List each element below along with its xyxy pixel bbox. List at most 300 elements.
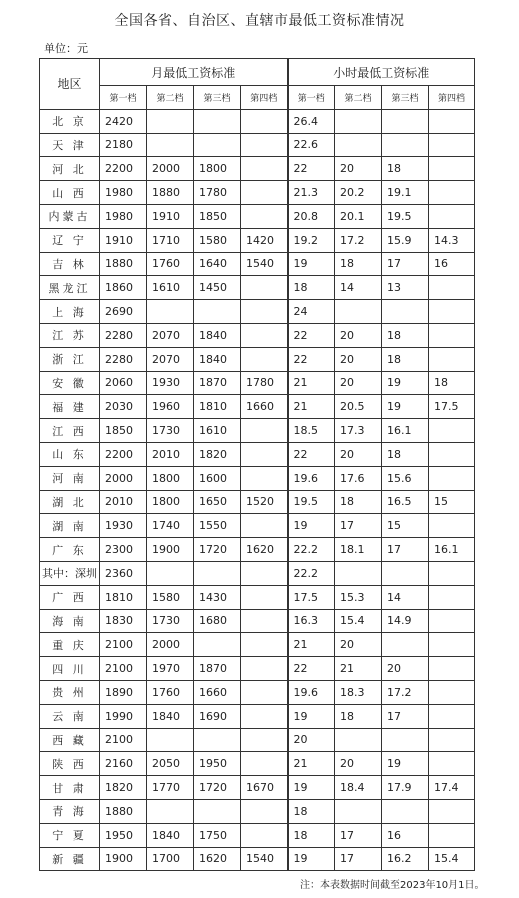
region-cell: 内蒙古 [40, 204, 100, 228]
hourly-value-cell: 14.9 [382, 609, 429, 633]
region-cell: 重 庆 [40, 633, 100, 657]
monthly-value-cell [241, 704, 288, 728]
monthly-tier-4: 第四档 [241, 86, 288, 110]
hourly-value-cell: 16.3 [288, 609, 335, 633]
monthly-header: 月最低工资标准 [100, 59, 288, 86]
hourly-value-cell: 19.2 [288, 228, 335, 252]
monthly-value-cell: 2010 [147, 442, 194, 466]
monthly-value-cell: 2280 [100, 323, 147, 347]
hourly-value-cell: 18.1 [335, 538, 382, 562]
hourly-value-cell: 18 [335, 704, 382, 728]
monthly-value-cell: 1930 [100, 514, 147, 538]
hourly-value-cell: 19 [288, 252, 335, 276]
hourly-value-cell: 18 [382, 347, 429, 371]
hourly-value-cell: 17.5 [288, 585, 335, 609]
hourly-value-cell: 18 [288, 799, 335, 823]
hourly-value-cell [429, 347, 475, 371]
monthly-value-cell: 1820 [100, 776, 147, 800]
monthly-value-cell [194, 633, 241, 657]
hourly-value-cell: 24 [288, 300, 335, 324]
hourly-value-cell [382, 799, 429, 823]
monthly-value-cell: 1620 [241, 538, 288, 562]
hourly-value-cell: 16.1 [429, 538, 475, 562]
hourly-value-cell: 21 [288, 371, 335, 395]
monthly-value-cell: 1860 [100, 276, 147, 300]
monthly-value-cell: 1420 [241, 228, 288, 252]
monthly-value-cell: 1810 [100, 585, 147, 609]
hourly-value-cell: 15.6 [382, 466, 429, 490]
hourly-value-cell: 19.1 [382, 181, 429, 205]
hourly-value-cell [429, 704, 475, 728]
monthly-value-cell: 1840 [147, 704, 194, 728]
monthly-value-cell [241, 752, 288, 776]
table-row [40, 538, 475, 562]
monthly-value-cell: 2010 [100, 490, 147, 514]
hourly-value-cell: 16 [382, 823, 429, 847]
monthly-value-cell: 1690 [194, 704, 241, 728]
hourly-value-cell: 17.9 [382, 776, 429, 800]
monthly-value-cell: 1550 [194, 514, 241, 538]
hourly-value-cell [429, 419, 475, 443]
region-header: 地区 [40, 59, 100, 110]
monthly-value-cell: 1710 [147, 228, 194, 252]
monthly-value-cell [194, 133, 241, 157]
monthly-value-cell [241, 609, 288, 633]
hourly-value-cell [429, 585, 475, 609]
page-title: 全国各省、自治区、直辖市最低工资标准情况 [114, 13, 405, 29]
hourly-value-cell: 18.3 [335, 680, 382, 704]
monthly-value-cell [241, 181, 288, 205]
hourly-value-cell: 22.6 [288, 133, 335, 157]
monthly-value-cell: 1650 [194, 490, 241, 514]
region-cell: 青 海 [40, 799, 100, 823]
monthly-value-cell: 1580 [147, 585, 194, 609]
hourly-value-cell: 20 [335, 633, 382, 657]
hourly-value-cell [382, 633, 429, 657]
table-row [40, 181, 475, 205]
hourly-value-cell [335, 799, 382, 823]
hourly-value-cell: 20 [382, 657, 429, 681]
region-cell: 福 建 [40, 395, 100, 419]
region-cell: 广 东 [40, 538, 100, 562]
table-row [40, 347, 475, 371]
hourly-value-cell: 18 [335, 490, 382, 514]
hourly-value-cell: 22 [288, 657, 335, 681]
hourly-value-cell [429, 300, 475, 324]
monthly-value-cell: 1540 [241, 252, 288, 276]
region-cell: 海 南 [40, 609, 100, 633]
region-cell: 山 东 [40, 442, 100, 466]
hourly-value-cell: 19 [288, 514, 335, 538]
hourly-value-cell: 18 [335, 252, 382, 276]
monthly-value-cell [241, 204, 288, 228]
monthly-value-cell [194, 109, 241, 133]
hourly-value-cell: 15.4 [335, 609, 382, 633]
table-row [40, 252, 475, 276]
monthly-value-cell: 1930 [147, 371, 194, 395]
table-row [40, 466, 475, 490]
hourly-value-cell: 19.5 [288, 490, 335, 514]
hourly-value-cell: 20 [335, 323, 382, 347]
table-row [40, 585, 475, 609]
hourly-value-cell: 17 [382, 538, 429, 562]
hourly-value-cell: 26.4 [288, 109, 335, 133]
monthly-value-cell: 1810 [194, 395, 241, 419]
hourly-value-cell [335, 133, 382, 157]
table-row [40, 133, 475, 157]
monthly-value-cell: 1850 [100, 419, 147, 443]
region-cell: 天 津 [40, 133, 100, 157]
hourly-value-cell: 20.1 [335, 204, 382, 228]
monthly-value-cell: 1760 [147, 252, 194, 276]
hourly-value-cell: 22.2 [288, 538, 335, 562]
monthly-value-cell: 2690 [100, 300, 147, 324]
hourly-value-cell [429, 752, 475, 776]
table-row [40, 490, 475, 514]
monthly-value-cell [241, 157, 288, 181]
hourly-value-cell: 20 [335, 442, 382, 466]
hourly-value-cell [429, 109, 475, 133]
monthly-value-cell [241, 300, 288, 324]
table-row [40, 799, 475, 823]
hourly-value-cell [382, 133, 429, 157]
hourly-value-cell: 20.2 [335, 181, 382, 205]
hourly-value-cell: 22 [288, 157, 335, 181]
hourly-value-cell [429, 657, 475, 681]
monthly-value-cell: 1970 [147, 657, 194, 681]
monthly-value-cell: 1910 [100, 228, 147, 252]
monthly-value-cell: 1900 [147, 538, 194, 562]
monthly-value-cell: 1980 [100, 181, 147, 205]
table-row [40, 776, 475, 800]
monthly-value-cell: 2030 [100, 395, 147, 419]
hourly-value-cell: 19.6 [288, 680, 335, 704]
monthly-value-cell: 1780 [241, 371, 288, 395]
monthly-value-cell [241, 561, 288, 585]
hourly-value-cell [429, 799, 475, 823]
monthly-tier-2: 第二档 [147, 86, 194, 110]
monthly-tier-1: 第一档 [100, 86, 147, 110]
table-row [40, 752, 475, 776]
monthly-value-cell [194, 561, 241, 585]
table-row [40, 109, 475, 133]
hourly-value-cell: 19 [382, 395, 429, 419]
monthly-value-cell: 2000 [147, 633, 194, 657]
table-row [40, 609, 475, 633]
table-row [40, 561, 475, 585]
region-cell: 河 北 [40, 157, 100, 181]
hourly-value-cell [429, 204, 475, 228]
hourly-value-cell [429, 609, 475, 633]
hourly-value-cell: 19 [382, 752, 429, 776]
hourly-value-cell: 19.5 [382, 204, 429, 228]
hourly-value-cell: 20 [335, 371, 382, 395]
monthly-value-cell: 2050 [147, 752, 194, 776]
region-cell: 西 藏 [40, 728, 100, 752]
hourly-value-cell [429, 442, 475, 466]
hourly-value-cell [429, 323, 475, 347]
monthly-value-cell: 1660 [194, 680, 241, 704]
hourly-value-cell [382, 300, 429, 324]
table-row [40, 657, 475, 681]
hourly-value-cell [429, 680, 475, 704]
region-cell: 江 苏 [40, 323, 100, 347]
monthly-value-cell: 1840 [194, 347, 241, 371]
hourly-value-cell [429, 276, 475, 300]
hourly-value-cell [382, 109, 429, 133]
table-row [40, 704, 475, 728]
monthly-value-cell: 1720 [194, 776, 241, 800]
monthly-value-cell: 2100 [100, 657, 147, 681]
monthly-value-cell [241, 657, 288, 681]
monthly-value-cell: 1990 [100, 704, 147, 728]
unit-label: 单位：元 [44, 42, 88, 55]
hourly-value-cell: 19 [288, 776, 335, 800]
monthly-value-cell: 2280 [100, 347, 147, 371]
monthly-value-cell: 1430 [194, 585, 241, 609]
hourly-value-cell: 15.9 [382, 228, 429, 252]
monthly-value-cell: 2100 [100, 633, 147, 657]
monthly-value-cell [241, 347, 288, 371]
monthly-value-cell: 1670 [241, 776, 288, 800]
hourly-value-cell: 18 [382, 442, 429, 466]
monthly-value-cell [241, 823, 288, 847]
monthly-value-cell: 2070 [147, 347, 194, 371]
table-row [40, 323, 475, 347]
hourly-value-cell: 17.5 [429, 395, 475, 419]
monthly-value-cell [241, 466, 288, 490]
hourly-value-cell [335, 109, 382, 133]
hourly-value-cell: 18 [288, 823, 335, 847]
region-cell: 陕 西 [40, 752, 100, 776]
monthly-value-cell: 1640 [194, 252, 241, 276]
monthly-value-cell: 2200 [100, 442, 147, 466]
monthly-value-cell: 1730 [147, 419, 194, 443]
hourly-value-cell [335, 300, 382, 324]
monthly-value-cell: 1880 [100, 252, 147, 276]
monthly-value-cell: 1760 [147, 680, 194, 704]
monthly-value-cell: 1780 [194, 181, 241, 205]
table-row [40, 442, 475, 466]
hourly-value-cell: 17.2 [382, 680, 429, 704]
monthly-value-cell: 1830 [100, 609, 147, 633]
monthly-value-cell [147, 133, 194, 157]
monthly-value-cell: 1800 [147, 466, 194, 490]
region-cell: 云 南 [40, 704, 100, 728]
monthly-value-cell: 2160 [100, 752, 147, 776]
monthly-value-cell [147, 300, 194, 324]
hourly-value-cell: 17 [382, 704, 429, 728]
hourly-value-cell: 21 [335, 657, 382, 681]
monthly-value-cell [147, 109, 194, 133]
hourly-value-cell: 20 [335, 347, 382, 371]
footnote: 注：本表数据时间截至2023年10月1日。 [300, 880, 485, 891]
monthly-value-cell: 1740 [147, 514, 194, 538]
monthly-value-cell: 1980 [100, 204, 147, 228]
region-cell: 贵 州 [40, 680, 100, 704]
monthly-value-cell: 1890 [100, 680, 147, 704]
table-row [40, 300, 475, 324]
hourly-value-cell: 14.3 [429, 228, 475, 252]
monthly-value-cell: 1870 [194, 371, 241, 395]
region-cell: 湖 南 [40, 514, 100, 538]
monthly-value-cell [241, 323, 288, 347]
region-cell: 河 南 [40, 466, 100, 490]
hourly-header: 小时最低工资标准 [288, 59, 475, 86]
monthly-value-cell [147, 561, 194, 585]
monthly-value-cell: 1800 [147, 490, 194, 514]
table-row [40, 371, 475, 395]
hourly-tier-2: 第二档 [335, 86, 382, 110]
hourly-value-cell: 17 [335, 823, 382, 847]
monthly-value-cell: 1520 [241, 490, 288, 514]
monthly-value-cell [241, 442, 288, 466]
hourly-value-cell: 19 [288, 704, 335, 728]
hourly-value-cell [335, 561, 382, 585]
monthly-value-cell [241, 728, 288, 752]
hourly-value-cell: 21 [288, 752, 335, 776]
monthly-value-cell: 1660 [241, 395, 288, 419]
region-cell: 湖 北 [40, 490, 100, 514]
hourly-value-cell: 19 [382, 371, 429, 395]
monthly-value-cell: 1580 [194, 228, 241, 252]
monthly-value-cell: 1880 [100, 799, 147, 823]
hourly-value-cell: 16.5 [382, 490, 429, 514]
hourly-value-cell: 17.6 [335, 466, 382, 490]
monthly-value-cell: 2000 [147, 157, 194, 181]
table-row [40, 514, 475, 538]
hourly-value-cell: 22 [288, 347, 335, 371]
hourly-value-cell: 16.1 [382, 419, 429, 443]
region-cell: 黑龙江 [40, 276, 100, 300]
hourly-value-cell: 14 [335, 276, 382, 300]
region-cell: 广 西 [40, 585, 100, 609]
hourly-value-cell: 19.6 [288, 466, 335, 490]
hourly-value-cell: 14 [382, 585, 429, 609]
hourly-value-cell [429, 728, 475, 752]
monthly-value-cell [194, 728, 241, 752]
hourly-value-cell: 17.4 [429, 776, 475, 800]
monthly-value-cell: 1900 [100, 847, 147, 871]
hourly-value-cell: 15 [429, 490, 475, 514]
monthly-value-cell [241, 585, 288, 609]
min-wage-table [39, 58, 475, 871]
hourly-value-cell: 20.8 [288, 204, 335, 228]
hourly-value-cell: 13 [382, 276, 429, 300]
monthly-value-cell: 1720 [194, 538, 241, 562]
monthly-value-cell: 1610 [194, 419, 241, 443]
monthly-value-cell: 1770 [147, 776, 194, 800]
monthly-value-cell: 2100 [100, 728, 147, 752]
hourly-value-cell [429, 133, 475, 157]
hourly-tier-3: 第三档 [382, 86, 429, 110]
region-cell: 新 疆 [40, 847, 100, 871]
hourly-value-cell [429, 181, 475, 205]
monthly-value-cell: 1610 [147, 276, 194, 300]
region-cell: 山 西 [40, 181, 100, 205]
hourly-value-cell: 17 [335, 847, 382, 871]
hourly-value-cell: 22 [288, 323, 335, 347]
table-row [40, 633, 475, 657]
monthly-value-cell: 1600 [194, 466, 241, 490]
table-row [40, 157, 475, 181]
monthly-value-cell: 2070 [147, 323, 194, 347]
region-cell: 甘 肃 [40, 776, 100, 800]
monthly-value-cell: 1800 [194, 157, 241, 181]
hourly-value-cell: 18 [429, 371, 475, 395]
monthly-value-cell: 1880 [147, 181, 194, 205]
hourly-value-cell: 18 [288, 276, 335, 300]
table-row [40, 680, 475, 704]
monthly-value-cell: 2420 [100, 109, 147, 133]
table-row [40, 395, 475, 419]
hourly-tier-4: 第四档 [429, 86, 475, 110]
hourly-value-cell [382, 728, 429, 752]
monthly-value-cell: 1750 [194, 823, 241, 847]
monthly-value-cell: 1960 [147, 395, 194, 419]
monthly-value-cell: 2060 [100, 371, 147, 395]
hourly-value-cell: 22 [288, 442, 335, 466]
region-cell: 北 京 [40, 109, 100, 133]
hourly-value-cell: 18.5 [288, 419, 335, 443]
hourly-value-cell: 20 [288, 728, 335, 752]
table-row [40, 419, 475, 443]
region-cell: 江 西 [40, 419, 100, 443]
monthly-value-cell: 1870 [194, 657, 241, 681]
table-row [40, 728, 475, 752]
monthly-value-cell: 2360 [100, 561, 147, 585]
table-row [40, 228, 475, 252]
monthly-value-cell: 1840 [194, 323, 241, 347]
monthly-value-cell [194, 799, 241, 823]
hourly-value-cell: 21 [288, 395, 335, 419]
monthly-value-cell: 1910 [147, 204, 194, 228]
hourly-value-cell [429, 514, 475, 538]
monthly-value-cell: 1700 [147, 847, 194, 871]
hourly-value-cell [382, 561, 429, 585]
monthly-value-cell [241, 276, 288, 300]
table-row [40, 276, 475, 300]
monthly-value-cell [241, 419, 288, 443]
monthly-value-cell: 1950 [100, 823, 147, 847]
region-cell: 安 徽 [40, 371, 100, 395]
hourly-value-cell: 17.3 [335, 419, 382, 443]
hourly-value-cell [429, 823, 475, 847]
hourly-tier-1: 第一档 [288, 86, 335, 110]
monthly-value-cell: 2300 [100, 538, 147, 562]
hourly-value-cell: 15.3 [335, 585, 382, 609]
region-cell: 其中：深圳 [40, 561, 100, 585]
monthly-value-cell [147, 728, 194, 752]
hourly-value-cell [429, 466, 475, 490]
monthly-value-cell [194, 300, 241, 324]
hourly-value-cell: 22.2 [288, 561, 335, 585]
monthly-value-cell: 1840 [147, 823, 194, 847]
monthly-value-cell [147, 799, 194, 823]
region-cell: 浙 江 [40, 347, 100, 371]
region-cell: 上 海 [40, 300, 100, 324]
hourly-value-cell: 18 [382, 157, 429, 181]
hourly-value-cell [335, 728, 382, 752]
monthly-value-cell: 1450 [194, 276, 241, 300]
monthly-value-cell: 1620 [194, 847, 241, 871]
hourly-value-cell: 15.4 [429, 847, 475, 871]
hourly-value-cell: 18.4 [335, 776, 382, 800]
region-cell: 宁 夏 [40, 823, 100, 847]
monthly-value-cell: 1540 [241, 847, 288, 871]
hourly-value-cell: 17.2 [335, 228, 382, 252]
monthly-value-cell: 1730 [147, 609, 194, 633]
